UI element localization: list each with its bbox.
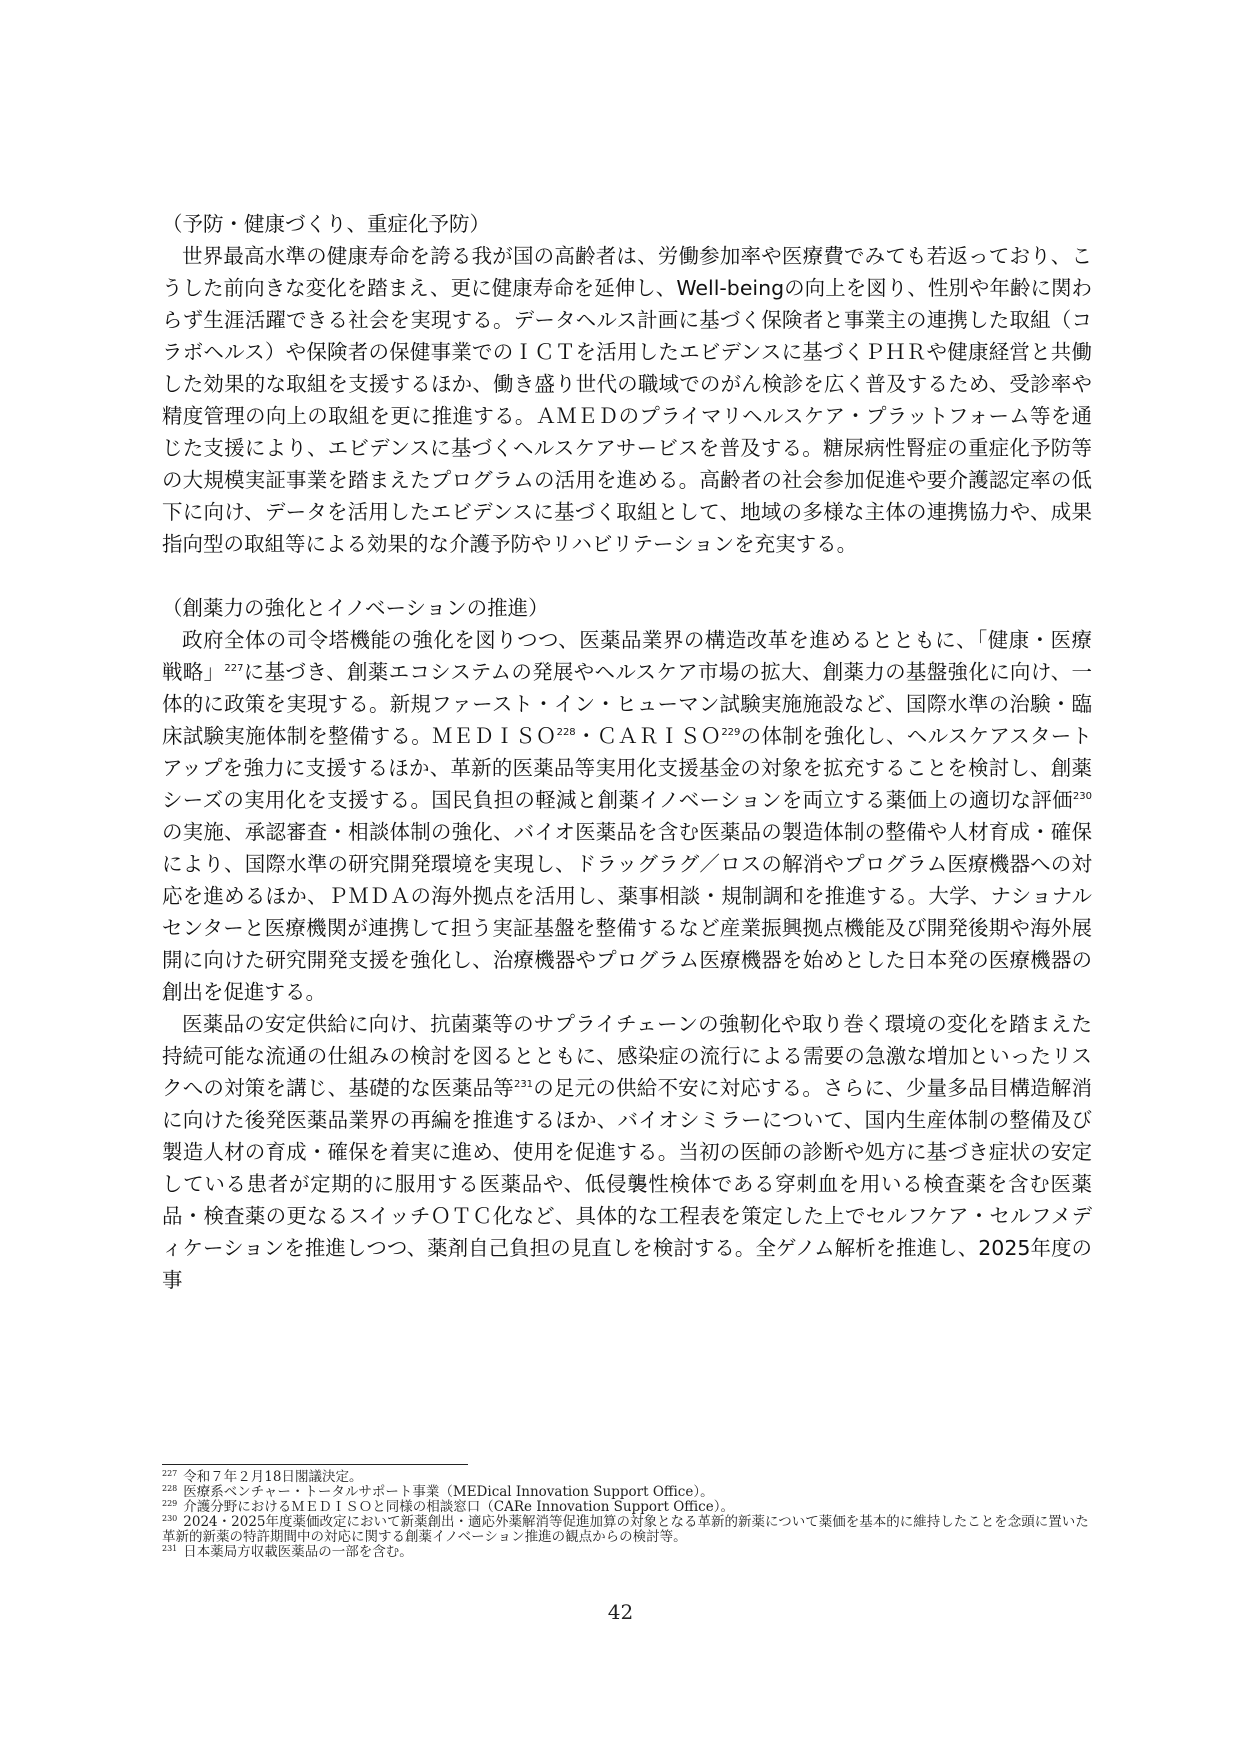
- paragraph-text: ・ＣＡＲＩＳＯ: [575, 724, 722, 748]
- section-heading-prevention: （予防・健康づくり、重症化予防）: [162, 212, 490, 236]
- paragraph-drug-discovery-2: [162, 1008, 1092, 1296]
- footnote-reference: 230: [1072, 791, 1092, 803]
- footnote-text: 日本薬局方収載医薬品の一部を含む。: [183, 1544, 413, 1560]
- footnote: [162, 1485, 1092, 1500]
- section-heading-drug-discovery: （創薬力の強化とイノベーションの推進）: [162, 596, 549, 620]
- footnote: [162, 1545, 1092, 1560]
- footnote: [162, 1470, 1092, 1485]
- paragraph-text: の足元の供給不安に対応する。さらに、少量多品目構造解消に向けた後発医薬品業界の再編を推進するほか、バイオシミラーについて、国内生産体制の整備及び製造人材の育成・確保を着実に進め、使用を促進する。当初の医師の診断や処方に基づき症状の安定している患者が定期的に服用する医薬品や、低侵襲性検体である穿刺血を用いる検査薬を含む医薬品・検査薬の更なるスイッチＯＴＣ化など、具体的な工程表を策定した上でセルフケア・セルフメディケーションを推進しつつ、薬剤自己負担の見直しを検討する。全ゲノム解析を推進し、2025年度の事: [162, 1076, 1093, 1292]
- paragraph-prevention: 世界最高水準の健康寿命を誇る我が国の高齢者は、労働参加率や医療費でみても若返っており、こうした前向きな変化を踏まえ、更に健康寿命を延伸し、Well-beingの向上を図り、性別や年齢に関わらず生涯活躍できる社会を実現する。データヘルス計画に基づく保険者と事業主の連携した取組（コラボヘルス）や保険者の保健事業でのＩＣＴを活用したエビデンスに基づくＰＨＲや健康経営と共働した効果的な取組を支援するほか、働き盛り世代の職域でのがん検診を広く普及するため、受診率や精度管理の向上の取組を更に推進する。ＡＭＥＤのプライマリヘルスケア・プラットフォーム等を通じた支援により、エビデンスに基づくヘルスケアサービスを普及する。糖尿病性腎症の重症化予防等の大規模実証事業を踏まえたプログラムの活用を進める。高齢者の社会参加促進や要介護認定率の低下に向け、データを活用したエビデンスに基づく取組として、地域の多様な主体の連携協力や、成果指向型の取組等による効果的な介護予防やリハビリテーションを充実する。: [162, 244, 1092, 556]
- footnote-number: 230: [162, 1513, 178, 1523]
- main-content: [162, 208, 1092, 1296]
- footnote-reference: 231: [513, 1079, 534, 1091]
- footnote-text: 2024・2025年度薬価改定において新薬創出・適応外薬解消等促進加算の対象となる革新的新薬について薬価を基本的に維持したことを念頭に置いた革新的新薬の特許期間中の対応に関する創薬イノベーション推進の観点からの検討等。: [162, 1514, 1089, 1545]
- footnote-number: 227: [162, 1468, 178, 1478]
- footnote-number: 229: [162, 1498, 178, 1508]
- page-number: 42: [607, 1600, 634, 1624]
- paragraph-text: に基づき、創薬エコシステムの発展やヘルスケア市場の拡大、創薬力の基盤強化に向け、一体的に政策を実現する。新規ファースト・イン・ヒューマン試験実施施設など、国際水準の治験・臨床試験実施体制を整備する。ＭＥＤＩＳＯ: [162, 660, 1092, 748]
- paragraph-text: 政府全体の司令塔機能の強化を図りつつ、医薬品業界の構造改革を進めるとともに、「健康・医療戦略」: [162, 628, 1092, 684]
- footnote-text: 医療系ベンチャー・トータルサポート事業（MEDical Innovation Support Office）。: [183, 1484, 714, 1500]
- paragraph-text: の実施、承認審査・相談体制の強化、バイオ医薬品を含む医薬品の製造体制の整備や人材育成・確保により、国際水準の研究開発環境を実現し、ドラッグラグ／ロスの解消やプログラム医療機器への対応を進めるほか、ＰＭＤＡの海外拠点を活用し、薬事相談・規制調和を推進する。大学、ナショナルセンターと医療機関が連携して担う実証基盤を整備するなど産業振興拠点機能及び開発後期や海外展開に向けた研究開発支援を強化し、治療機器やプログラム医療機器を始めとした日本発の医療機器の創出を促進する。: [162, 820, 1092, 1004]
- footnote-reference: 227: [224, 663, 244, 675]
- paragraph-text: 医薬品の安定供給に向け、抗菌薬等のサプライチェーンの強靭化や取り巻く環境の変化を踏まえた持続可能な流通の仕組みの検討を図るとともに、感染症の流行による需要の急激な増加といったリスクへの対策を講じ、基礎的な医薬品等: [162, 1012, 1092, 1100]
- footnote-reference: 228: [556, 727, 576, 739]
- footnote-number: 231: [162, 1543, 178, 1553]
- paragraph-drug-discovery-1: [162, 624, 1092, 1008]
- footnote: [162, 1515, 1092, 1545]
- footnote-text: 介護分野におけるＭＥＤＩＳＯと同様の相談窓口（CARe Innovation Support Office）。: [183, 1499, 734, 1515]
- footnote-text: 令和７年２月18日閣議決定。: [183, 1469, 363, 1485]
- footnotes: [162, 1470, 1092, 1560]
- footnote-reference: 229: [721, 727, 741, 739]
- footnote: [162, 1500, 1092, 1515]
- section-gap: [162, 560, 1092, 592]
- footnote-divider: [162, 1464, 468, 1465]
- paragraph-text: の体制を強化し、ヘルスケアスタートアップを強力に支援するほか、革新的医薬品等実用化支援基金の対象を拡充することを検討し、創薬シーズの実用化を支援する。国民負担の軽減と創薬イノベーションを両立する薬価上の適切な評価: [162, 724, 1093, 812]
- footnote-number: 228: [162, 1483, 178, 1493]
